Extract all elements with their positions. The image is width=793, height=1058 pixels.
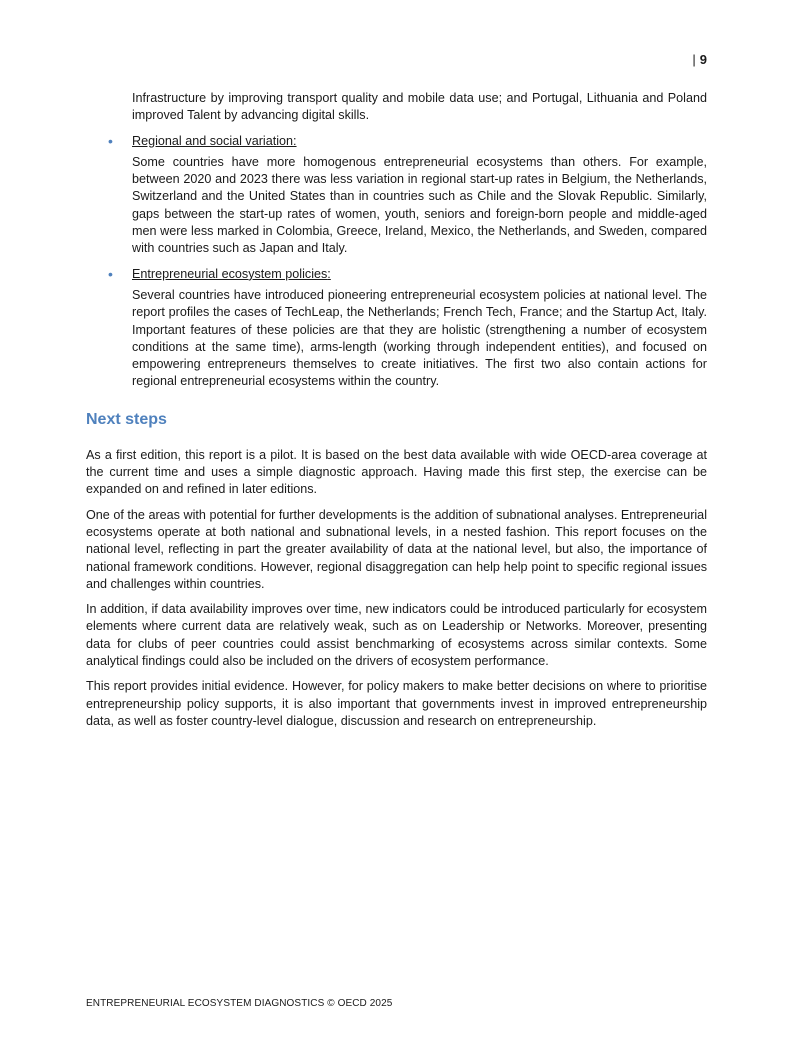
bullet-heading [132, 133, 707, 150]
bullet-heading-colon: : [293, 133, 297, 148]
bullet-icon: • [108, 132, 113, 149]
bullet-heading [132, 266, 707, 283]
bullet-body: Some countries have more homogenous entrepreneurial ecosystems than others. For example, between 2020 and 2023 there was less variation in regional start-up rates in Belgium, the Netherlands, Switzerland and the United States than in countries such as Chile and the Slovak Republic. Similarly, gaps between the start-up rates of women, youth, seniors and foreign-born people and middle-aged men were less marked in Colombia, Greece, Ireland, Mexico, the Netherlands, and Sweden, compared with countries such as Japan and Italy. [132, 154, 707, 256]
page-number [692, 52, 707, 67]
page-number-value: 9 [699, 52, 707, 67]
page-footer: ENTREPRENEURIAL ECOSYSTEM DIAGNOSTICS © OECD 2025 [86, 998, 393, 1009]
section-paragraph: In addition, if data availability improves over time, new indicators could be introduced particularly for ecosystem elements where current data are relatively weak, such as on Leadership or Networks. Moreover, presenting data for clubs of peer countries could assist benchmarking of ecosystems across similar contexts. Some analytical findings could also be included on the drivers of ecosystem performance. [86, 602, 707, 669]
bullet-heading-colon: : [327, 266, 331, 281]
bullet-item-regional-variation [86, 133, 707, 258]
bullet-item-ecosystem-policies [86, 266, 707, 391]
bullet-icon: • [108, 265, 113, 282]
section-paragraph: This report provides initial evidence. However, for policy makers to make better decisions on where to prioritise entrepreneurship policy supports, it is also important that governments invest in improved entrepreneurship data, as well as foster country-level dialogue, discussion and research on entrepreneurship. [86, 679, 707, 728]
bullet-body: Several countries have introduced pioneering entrepreneurial ecosystem policies at national level. The report profiles the cases of TechLeap, the Netherlands; French Tech, France; and the Startup Act, Italy. Important features of these policies are that they are holistic (strengthening a number of ecosystem conditions at the same time), arms-length (working through independent entities), and focused on empowering entrepreneurs themselves to create initiatives. The first two also contain actions for regional entrepreneurial ecosystems within the country. [132, 287, 707, 389]
main-content [86, 90, 707, 738]
bullet-heading-text: Regional and social variation [132, 133, 294, 148]
intro-continuation-paragraph: Infrastructure by improving transport quality and mobile data use; and Portugal, Lithuania and Poland improved Talent by advancing digital skills. [132, 91, 707, 123]
bullet-heading-text: Entrepreneurial ecosystem policies [132, 266, 328, 281]
section-heading: Next steps [86, 410, 167, 428]
section-paragraph: One of the areas with potential for further developments is the addition of subnational analyses. Entrepreneurial ecosystems operate at both national and subnational levels, in a nested fashion. This report focuses on the national level, reflecting in part the greater availability of data at the national level, but also, the importance of national framework conditions. However, regional disaggregation can help help point to specific regional issues and challenges within countries. [86, 507, 707, 591]
page-separator: | [692, 52, 696, 67]
section-paragraph: As a first edition, this report is a pilot. It is based on the best data available with wide OECD-area coverage at the current time and uses a simple diagnostic approach. Having made this first step, the exercise can be expanded on and refined in later editions. [86, 447, 707, 497]
